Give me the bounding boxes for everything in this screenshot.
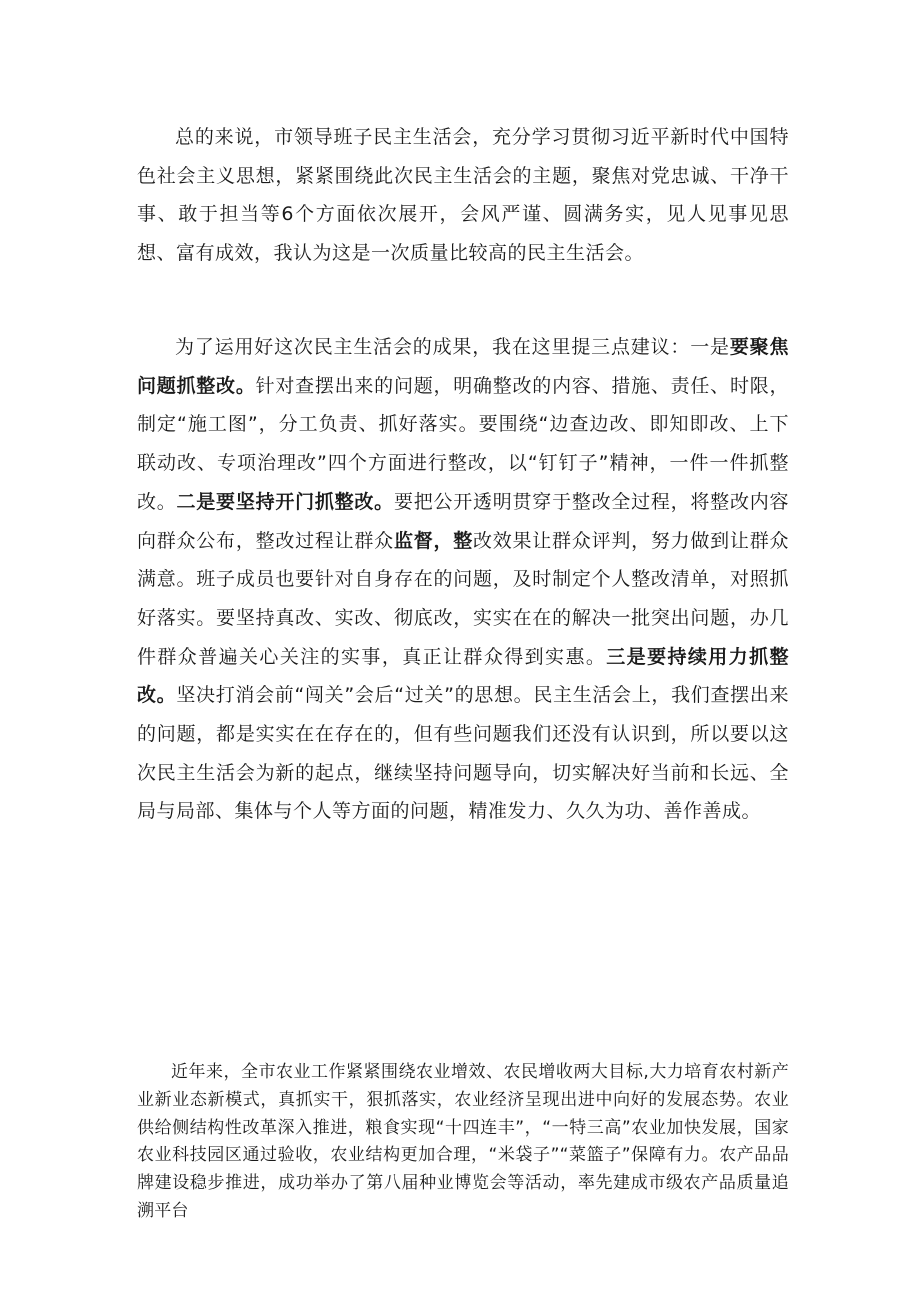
bold-heading-three: 三是要持续用力抓整改。: [137, 645, 789, 707]
paragraph-summary: 总的来说，市领导班子民主生活会，充分学习贯彻习近平新时代中国特色社会主义思想，紧紧围绕此次民主生活会的主题，聚焦对党忠诚、干净干事、敢于担当等6个方面依次展开，会风严谨、圆满务实，见人见事见思想、富有成效，我认为这是一次质量比较高的民主生活会。: [137, 126, 789, 264]
text-run: 要把公开透明贯穿于整改全过程，将整改内容向群众公布，整改过程让群众: [137, 490, 789, 552]
text-run: 坚决打消会前“闯关”会后“过关”的思想。民主生活会上，我们查摆出来的问题，都是实实在在存在的，但有些问题我们还没有认识到，所以要以这次民主生活会为新的起点，继续坚持问题导向，切实解决好当前和长远、全局与局部、集体与个人等方面的问题，精准发力、久久为功、善作善成。: [137, 684, 789, 823]
text-run: 针对查摆出来的问题，明确整改的内容、措施、责任、时限，制定“施工图”，分工负责、抓好落实。要围绕“边查边改、即知即改、上下联动改、专项治理改”四个方面进行整改，以“钉钉子”精神，一件一件抓整改。: [137, 374, 789, 513]
text-run: 改效果让群众评判，努力做到让群众满意。班子成员也要针对自身存在的问题，及时制定个人整改清单，对照抓好落实。要坚持真改、实改、彻底改，实实在在的解决一批突出问题，办几件群众普遍关心关注的实事，真正让群众得到实惠。: [137, 529, 789, 668]
bold-heading-one: 要聚焦问题抓整改。: [137, 336, 789, 397]
text-run: 为了运用好这次民主生活会的成果，我在这里提三点建议：一是: [175, 336, 730, 358]
paragraph-suggestions: [137, 328, 789, 831]
bold-heading-two: 二是要坚持开门抓整改。: [176, 490, 394, 513]
bold-emphasis: 监督，整: [393, 529, 473, 552]
paragraph-agriculture: 近年来，全市农业工作紧紧围绕农业增效、农民增收两大目标,大力培育农村新产业新业态新模式，真抓实干，狠抓落实，农业经济呈现出进中向好的发展态势。农业供给侧结构性改革深入推进，粮食实现“十四连丰”，“一特三高”农业加快发展，国家农业科技园区通过验收，农业结构更加合理，“米袋子”“菜篮子”保障有力。农产品品牌建设稳步推进，成功举办了第八届种业博览会等活动，率先建成市级农产品质量追溯平台: [137, 1062, 789, 1221]
